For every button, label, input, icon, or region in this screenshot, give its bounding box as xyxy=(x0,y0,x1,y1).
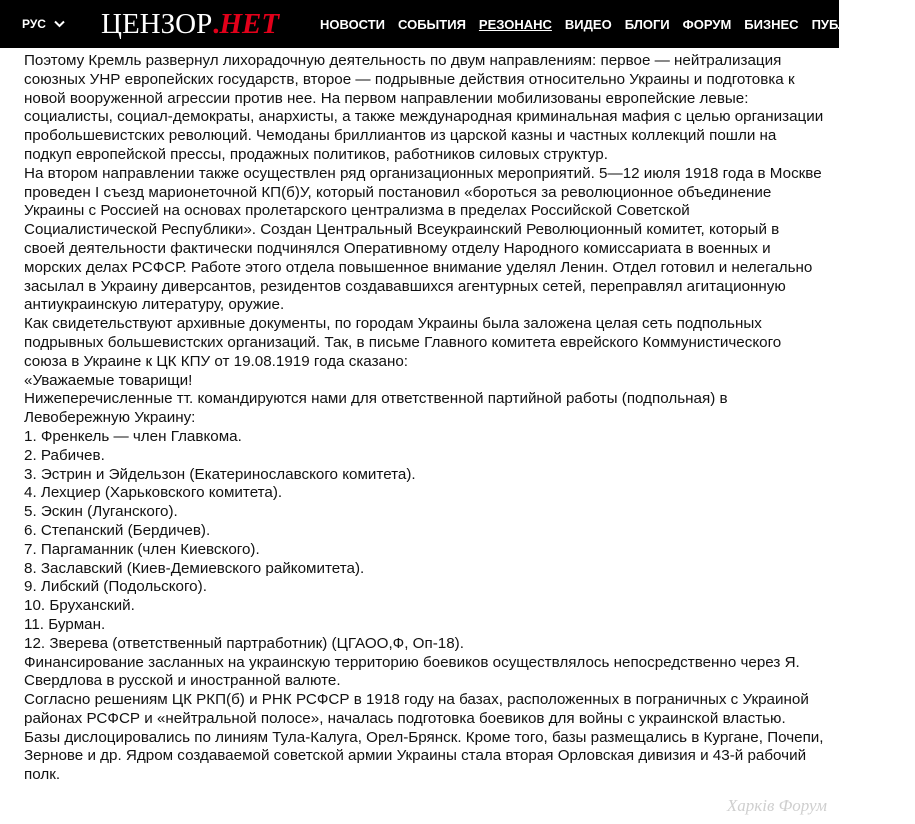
main-nav xyxy=(320,0,915,48)
list-item: 8. Заславский (Киев-Демиевского райкомитета). xyxy=(24,559,365,577)
article-paragraph: Как свидетельствуют архивные документы, по городам Украины была заложена целая сеть подпольных подрывных большевистских организаций. Так, в письме Главного комитета еврейского Коммунистического союза в Украине к ЦК КПУ от 19.08.1919 года сказано: xyxy=(24,315,782,370)
article-paragraph: Согласно решениям ЦК РКП(б) и РНК РСФСР в 1918 году на базах, расположенных в пограничных с Украиной районах РСФСР и «нейтральной полосе», началась подготовка боевиков для войны с украинской властью. Базы дислоцировались по линиям Тула-Калуга, Орел-Брянск. Кроме того, базы размещались в Кургане, Почепи, Зернове и др. Ядром создаваемой советской армии Украины стала вторая Орловская дивизия и 43-й рабочий полк. xyxy=(24,691,824,784)
list-item: 7. Паргаманник (член Киевского). xyxy=(24,540,260,558)
language-switcher[interactable] xyxy=(22,0,65,48)
list-item: 2. Рабичев. xyxy=(24,446,105,464)
list-item: 12. Зверева (ответственный партработник) (ЦГАОО,Ф, Оп-18). xyxy=(24,634,464,652)
site-logo[interactable] xyxy=(101,5,279,43)
list-item: 11. Бурман. xyxy=(24,615,106,633)
delegate-list xyxy=(24,428,824,654)
list-item: 10. Бруханский. xyxy=(24,597,135,615)
chevron-down-icon xyxy=(54,20,65,28)
list-item: 5. Эскин (Луганского). xyxy=(24,503,178,521)
article-paragraph: Поэтому Кремль развернул лихорадочную деятельность по двум направлениям: первое — нейтрализация союзных УНР европейских государств, второе — подрывные действия относительно Украины и подготовка к новой вооруженной агрессии против нее. На первом направлении мобилизованы европейские левые: социалисты, социал-демократы, анархисты, а также международная криминальная мафия с целью организации пробольшевистских революций. Чемоданы бриллиантов из царской казны и частных коллекций пошли на подкуп европейской прессы, продажных политиков, работников силовых структур. xyxy=(24,52,824,163)
forum-watermark: Харків Форум xyxy=(726,796,827,815)
nav-forum[interactable]: ФОРУМ xyxy=(682,16,732,32)
list-item: 9. Либский (Подольского). xyxy=(24,578,207,596)
nav-publications[interactable]: ПУБЛИКАЦИИ xyxy=(811,16,902,32)
language-label: РУС xyxy=(22,17,46,31)
article-paragraph: На втором направлении также осуществлен ряд организационных мероприятий. 5—12 июля 1918 года в Москве проведен I съезд марионеточной КП(б)У, который постановил «бороться за революционное объединение Украины с Россией на основах пролетарского централизма в пределах Российской Советской Социалистической Республики». Создан Центральный Всеукраинский Революционный комитет, который в своей деятельности фактически подчинялся Оперативному отделу Народного комиссариата в военных и морских делах РСФСР. Работе этого отдела повышенное внимание уделял Ленин. Отдел готовил и нелегально засылал в Украину диверсантов, резидентов создававшихся агентурных сетей, переправлял агитационную антиукраинскую литературу, оружие. xyxy=(24,164,822,314)
logo-dot: . xyxy=(212,7,220,40)
nav-business[interactable]: БИЗНЕС xyxy=(744,16,799,32)
article-paragraph: Финансирование засланных на украинскую территорию боевиков осуществлялось непосредственно через Я. Свердлова в русской и иностранной валюте. xyxy=(24,653,800,690)
logo-part-2: НЕТ xyxy=(219,7,280,40)
site-header xyxy=(0,0,902,48)
nav-news[interactable]: НОВОСТИ xyxy=(320,16,386,32)
nav-blogs[interactable]: БЛОГИ xyxy=(624,16,670,32)
list-item: 6. Степанский (Бердичев). xyxy=(24,521,211,539)
article-paragraph: Нижеперечисленные тт. командируются нами для ответственной партийной работы (подпольная) в Левобережную Украину: xyxy=(24,390,728,427)
letter-salutation: «Уважаемые товарищи! xyxy=(24,371,193,389)
nav-events[interactable]: СОБЫТИЯ xyxy=(398,16,466,32)
list-item: 1. Френкель — член Главкома. xyxy=(24,427,242,445)
logo-part-1: ЦЕНЗОР xyxy=(101,7,213,40)
article-body xyxy=(24,52,824,785)
nav-resonance[interactable]: РЕЗОНАНС xyxy=(478,16,552,32)
nav-video[interactable]: ВИДЕО xyxy=(564,16,612,32)
list-item: 3. Эстрин и Эйдельзон (Екатеринославского комитета). xyxy=(24,465,416,483)
list-item: 4. Лехциер (Харьковского комитета). xyxy=(24,484,283,502)
